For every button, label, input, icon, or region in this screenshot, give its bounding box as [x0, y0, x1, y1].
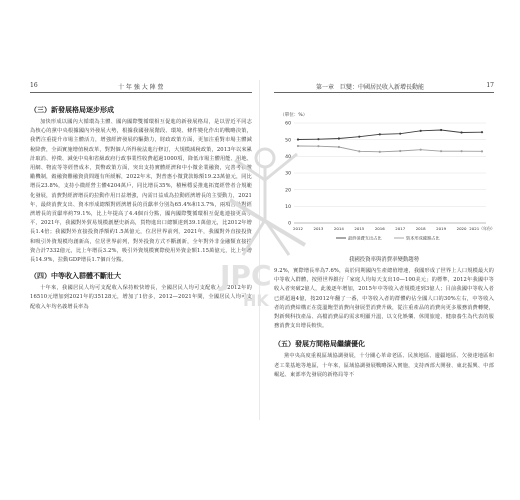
data-point	[399, 133, 401, 135]
y-tick-label: 30	[285, 171, 291, 177]
data-point	[379, 151, 381, 153]
data-point	[338, 137, 340, 139]
body-paragraph: 十年來，我國居民人均可支配收入保持較快增長，全國居民人均可支配收入由2012年的16510元增加到2021年的35128元，增加了1倍多，2012—2021年間，全國居民人均可支配收入年均名義增長率為	[30, 285, 252, 310]
x-tick-label: 2014	[333, 226, 344, 231]
left-page-number: 16	[30, 82, 38, 89]
data-point	[481, 131, 483, 133]
legend-label: 資本形成總額占比	[406, 235, 440, 241]
body-paragraph: 黨中央高度重視區域協調發展，十分關心革命老區、民族地區、邊疆地區、欠發達地區和老工業基地等地區，十年來，區域協調發展戰略深入實施，支持西部大開發、東北振興、中部崛起、東部率先發展的新格局等不	[274, 353, 494, 378]
series-line	[298, 146, 482, 152]
x-tick-label: 2015	[354, 226, 365, 231]
y-axis-label: （單位：%）	[280, 113, 308, 118]
x-tick-label: 2013	[313, 226, 324, 231]
left-running-head: 十 年 強 大 陣 營	[118, 84, 164, 91]
right-page-number: 17	[486, 82, 494, 89]
y-tick-label: 20	[285, 188, 291, 194]
x-tick-label: 2019	[436, 226, 447, 231]
data-point	[399, 150, 401, 152]
y-tick-label: 40	[285, 154, 291, 160]
x-tick-label: 2016	[374, 226, 385, 231]
x-tick-label: 2017	[395, 226, 406, 231]
data-point	[420, 130, 422, 132]
left-header-rule	[30, 92, 252, 93]
x-tick-label: 2018	[415, 226, 426, 231]
series-line	[298, 130, 482, 140]
data-point	[460, 131, 462, 133]
y-tick-label: 10	[285, 204, 291, 210]
section-heading-new-development: （三）新發展格局逐步形成	[30, 105, 114, 114]
chart-caption: 我國投資率與消費率變動趨勢	[348, 257, 420, 263]
data-point	[440, 150, 442, 152]
right-header-rule	[274, 92, 494, 93]
y-tick-label: 0	[288, 221, 291, 227]
body-paragraph: 9.2%，實際增長率為7.6%，高於同期國內生產總值增速，我國形成了世界上人口規模最大的中等收入群體，按照世界銀行「家庭人均每天支出10—100美元」的標準，2012年我國中等收入者突破2億人，此後逐年增加，2015年中等收入者規模達到3億人；目前我國中等收入者已經超過4億，按2012年翻了一番，中等收入者的群體約佔全國人口的30%左右，中等收入者的消費結構正在從溫飽型消費向發展型消費升級，從注重產品的消費向更多服務消費轉變，對新興科技產品、高檔消費品的需求明顯升溫，以文化娛樂、休閒旅遊、健康養生為代表的服務消費支出增長較快。	[274, 268, 494, 330]
section-heading-middle-income: （四）中等收入群體不斷壯大	[30, 271, 121, 281]
right-running-head: 第一章 巨變：中國居民收入新增長動能	[315, 84, 424, 91]
data-point	[358, 150, 360, 152]
data-point	[420, 149, 422, 151]
data-point	[460, 150, 462, 152]
data-point	[379, 133, 381, 135]
data-point	[338, 146, 340, 148]
jpc-watermark-logo	[205, 140, 325, 310]
section-heading-regional: （五）發展方間格局繼續優化	[274, 339, 365, 349]
svg-text:JPC: JPC	[220, 259, 272, 292]
legend-label: 最終消費支出占比	[348, 235, 382, 241]
body-paragraph: 加快形成以國內大循環為主體、國內國際雙循環相互促進的新發展格局，是以習近平同志為核心的黨中央根據國內外發展大勢，根據我國發展階段、環境、條件變化作出的戰略決策，我們注重提升市場主體活力，增強經濟發展的驅動力，財政政策方面，更加注重對市場主體減稅降費，全面實施增值稅改革，對對個人所得稅法進行修訂，大規模減稅政策，2013年以來累計取消、停徵、減免中央和省級政府行政事業性收費超過1000項，降低市場主體用能、用地、用網、物流等等經營成本，貨幣政策方面，突出支持實體經濟和中小微企業融資，完善考核激勵機制，穀融資難融資貴問題有所緩解，2022年末，對普惠小微貸款餘額19.23萬億元，同比增長23.8%，支持小微經營主體4204萬戶，同比增長35%，積極穩妥推進拓寬經營者合規範化發展，消費對經濟增長的拉動作用日益增強，內需日益成為拉動經濟增長的主要動力，2021年，最終消費支出、資本形成總額對經濟增長的貢獻率分別為65.4%和13.7%，兩項合計對經濟增長的貢獻率約79.1%，比上年提高了4.4個百分點，國內國際雙循環相互促進連接更高水平，2021年，我國對外貿易規模創歷史新高，貨物進出口總額達到39.1萬億元，比2012年增長1.4倍；我國對外直接投資淨額約1.5萬億元，位居世界前列，2021年，我國對外直接投資和吸引外資規模均創新高，位居世界前列，對外投資方式不斷創新，全年對外非金融類直接投資合計7332億元，比上年增長3.2%，吸引外資規模實際使用外資金額1.15萬億元，比上年增長14.9%，拉動GDP增長1.7個百分點。	[30, 119, 252, 264]
data-point	[440, 129, 442, 131]
y-tick-label: 60	[285, 121, 291, 127]
x-tick-label: 2012	[293, 226, 303, 231]
y-tick-label: 50	[285, 138, 291, 144]
svg-text:HK: HK	[243, 291, 269, 310]
data-point	[358, 136, 360, 138]
x-tick-label: 2020	[456, 226, 467, 231]
x-tick-label: 2021（年份）	[469, 226, 494, 231]
data-point	[481, 150, 483, 152]
